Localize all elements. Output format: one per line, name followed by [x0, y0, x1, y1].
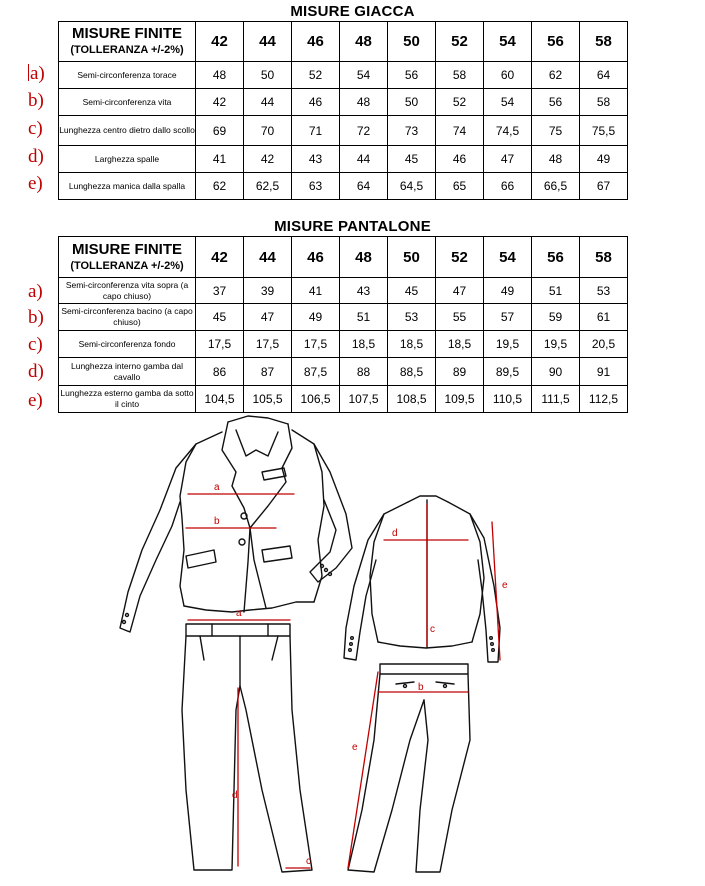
measure-label: Lunghezza centro dietro dallo scollo [59, 116, 196, 146]
measure-value: 89 [436, 358, 484, 386]
table-row [59, 116, 628, 146]
measure-value: 58 [580, 89, 628, 116]
label-jacket-back-c: c [430, 624, 435, 635]
measure-value: 57 [484, 304, 532, 331]
label-jacket-back-e: e [502, 580, 508, 591]
size-header-48: 48 [340, 237, 388, 278]
measure-value: 17,5 [196, 331, 244, 358]
measure-value: 87 [244, 358, 292, 386]
row-letter-text: e) [28, 173, 43, 194]
header-cell [59, 22, 196, 62]
jacket-back-measures [384, 504, 500, 660]
row-letter-text: d) [28, 361, 44, 382]
label-jacket-front-b: b [214, 516, 220, 527]
measure-value: 58 [436, 62, 484, 89]
measure-value: 62 [196, 173, 244, 200]
measure-value: 56 [388, 62, 436, 89]
row-letter-text: e) [28, 390, 43, 411]
size-header-48: 48 [340, 22, 388, 62]
size-header-50: 50 [388, 22, 436, 62]
row-letter-text: d) [28, 146, 44, 167]
measure-value: 91 [580, 358, 628, 386]
size-header-42: 42 [196, 237, 244, 278]
measure-value: 89,5 [484, 358, 532, 386]
measure-value: 75,5 [580, 116, 628, 146]
row-letter-text: b) [28, 307, 44, 328]
measure-value: 54 [340, 62, 388, 89]
measure-value: 67 [580, 173, 628, 200]
measure-value: 45 [196, 304, 244, 331]
table-row [59, 173, 628, 200]
measure-value: 46 [292, 89, 340, 116]
measure-value: 52 [292, 62, 340, 89]
measure-value: 50 [244, 62, 292, 89]
measure-value: 45 [388, 278, 436, 304]
trousers-table-title: MISURE PANTALONE [274, 218, 431, 235]
trousers-front-measures [188, 620, 310, 868]
measure-value: 49 [580, 146, 628, 173]
table-row [59, 358, 628, 386]
measure-value: 42 [196, 89, 244, 116]
measure-value: 55 [436, 304, 484, 331]
measure-value: 88 [340, 358, 388, 386]
measure-value: 48 [196, 62, 244, 89]
measure-label: Lunghezza interno gamba dal cavallo [59, 358, 196, 386]
size-header-56: 56 [532, 22, 580, 62]
measure-value: 45 [388, 146, 436, 173]
measure-value: 47 [436, 278, 484, 304]
measure-value: 17,5 [244, 331, 292, 358]
size-header-58: 58 [580, 237, 628, 278]
size-header-54: 54 [484, 237, 532, 278]
measure-value: 42 [244, 146, 292, 173]
row-letter [28, 91, 50, 110]
row-letter [28, 282, 50, 301]
header-line2: (TOLLERANZA +/-2%) [70, 44, 184, 56]
row-letter [28, 362, 50, 381]
measure-value: 37 [196, 278, 244, 304]
jacket-table-title: MISURE GIACCA [290, 3, 415, 20]
measure-value: 46 [436, 146, 484, 173]
row-letter-text: a) [28, 281, 43, 302]
measure-value: 66 [484, 173, 532, 200]
measure-value: 60 [484, 62, 532, 89]
measure-value: 54 [484, 89, 532, 116]
label-jacket-back-d: d [392, 528, 398, 539]
measure-value: 70 [244, 116, 292, 146]
measure-value: 86 [196, 358, 244, 386]
measure-value: 105,5 [244, 386, 292, 413]
measure-value: 18,5 [340, 331, 388, 358]
measure-value: 48 [532, 146, 580, 173]
letter-cursor-mark [28, 64, 29, 81]
measure-value: 47 [244, 304, 292, 331]
measure-value: 50 [388, 89, 436, 116]
label-trousers-front-a: a [236, 608, 242, 619]
measure-label: Semi-circonferenza fondo [59, 331, 196, 358]
measure-value: 61 [580, 304, 628, 331]
measure-value: 51 [532, 278, 580, 304]
size-header-52: 52 [436, 237, 484, 278]
measure-label: Semi-circonferenza torace [59, 62, 196, 89]
row-letter [28, 119, 50, 138]
label-trousers-front-d: d [232, 790, 238, 801]
jacket-front-sketch [120, 416, 352, 632]
measure-value: 18,5 [436, 331, 484, 358]
measure-value: 44 [340, 146, 388, 173]
header-line2: (TOLLERANZA +/-2%) [70, 259, 184, 272]
label-trousers-back-e: e [352, 742, 358, 753]
measure-value: 106,5 [292, 386, 340, 413]
measure-value: 64 [340, 173, 388, 200]
measure-label: Semi-circonferenza bacino (a capo chiuso) [59, 304, 196, 331]
trousers-back-measures [348, 672, 468, 868]
size-header-54: 54 [484, 22, 532, 62]
measure-value: 109,5 [436, 386, 484, 413]
measure-value: 43 [292, 146, 340, 173]
measure-value: 111,5 [532, 386, 580, 413]
row-letter-text: c) [28, 118, 43, 139]
row-letter [28, 64, 50, 83]
measure-value: 107,5 [340, 386, 388, 413]
measure-value: 90 [532, 358, 580, 386]
measure-label: Semi-circonferenza vita sopra (a capo chiuso) [59, 278, 196, 304]
measure-value: 53 [580, 278, 628, 304]
size-header-44: 44 [244, 22, 292, 62]
table-row [59, 386, 628, 413]
measure-label: Semi-circonferenza vita [59, 89, 196, 116]
measure-value: 69 [196, 116, 244, 146]
row-letter [28, 147, 50, 166]
measure-value: 49 [292, 304, 340, 331]
measure-value: 49 [484, 278, 532, 304]
measure-value: 62 [532, 62, 580, 89]
measure-value: 65 [436, 173, 484, 200]
trousers-front-sketch [182, 624, 312, 872]
measure-value: 73 [388, 116, 436, 146]
measure-label: Lunghezza esterno gamba da sotto il cinto [59, 386, 196, 413]
row-letter [28, 391, 50, 410]
table-row [59, 146, 628, 173]
measure-value: 48 [340, 89, 388, 116]
jacket-size-table [58, 21, 628, 200]
size-header-46: 46 [292, 237, 340, 278]
measure-value: 75 [532, 116, 580, 146]
measure-value: 62,5 [244, 173, 292, 200]
measure-value: 44 [244, 89, 292, 116]
measure-value: 74,5 [484, 116, 532, 146]
measure-value: 53 [388, 304, 436, 331]
row-letter [28, 335, 50, 354]
header-line1: MISURE FINITE [71, 25, 182, 43]
measure-value: 63 [292, 173, 340, 200]
measure-value: 41 [292, 278, 340, 304]
jacket-back-sketch [344, 496, 500, 662]
measure-value: 110,5 [484, 386, 532, 413]
measure-value: 87,5 [292, 358, 340, 386]
measure-value: 39 [244, 278, 292, 304]
measure-value: 52 [436, 89, 484, 116]
table-row [59, 89, 628, 116]
measure-value: 71 [292, 116, 340, 146]
measure-value: 41 [196, 146, 244, 173]
measure-value: 64,5 [388, 173, 436, 200]
jacket-front-measures [186, 494, 294, 528]
row-letter-text: a) [30, 63, 45, 84]
label-trousers-back-b: b [418, 682, 424, 693]
trousers-back-sketch [348, 664, 470, 872]
row-letter-text: c) [28, 334, 43, 355]
measure-value: 72 [340, 116, 388, 146]
row-letter [28, 174, 50, 193]
trousers-size-table [58, 236, 628, 413]
garment-measurement-diagram [0, 410, 705, 886]
measure-value: 74 [436, 116, 484, 146]
table-row [59, 278, 628, 304]
table-row [59, 331, 628, 358]
measure-value: 17,5 [292, 331, 340, 358]
table-row [59, 304, 628, 331]
measure-value: 18,5 [388, 331, 436, 358]
measure-value: 64 [580, 62, 628, 89]
row-letter-text: b) [28, 90, 44, 111]
size-header-42: 42 [196, 22, 244, 62]
measure-value: 104,5 [196, 386, 244, 413]
measure-value: 88,5 [388, 358, 436, 386]
measure-value: 66,5 [532, 173, 580, 200]
size-header-58: 58 [580, 22, 628, 62]
row-letter [28, 308, 50, 327]
measure-label: Lunghezza manica dalla spalla [59, 173, 196, 200]
size-header-50: 50 [388, 237, 436, 278]
measure-value: 19,5 [532, 331, 580, 358]
header-line1: MISURE FINITE [71, 240, 182, 258]
measure-value: 112,5 [580, 386, 628, 413]
measure-value: 20,5 [580, 331, 628, 358]
measure-value: 47 [484, 146, 532, 173]
measure-value: 51 [340, 304, 388, 331]
size-header-56: 56 [532, 237, 580, 278]
measure-value: 59 [532, 304, 580, 331]
label-jacket-front-a: a [214, 482, 220, 493]
size-header-46: 46 [292, 22, 340, 62]
header-cell [59, 237, 196, 278]
measure-value: 19,5 [484, 331, 532, 358]
table-row [59, 62, 628, 89]
measure-value: 43 [340, 278, 388, 304]
label-trousers-front-c: c [306, 856, 311, 867]
measure-value: 56 [532, 89, 580, 116]
measure-label: Larghezza spalle [59, 146, 196, 173]
size-header-44: 44 [244, 237, 292, 278]
measure-value: 108,5 [388, 386, 436, 413]
size-header-52: 52 [436, 22, 484, 62]
